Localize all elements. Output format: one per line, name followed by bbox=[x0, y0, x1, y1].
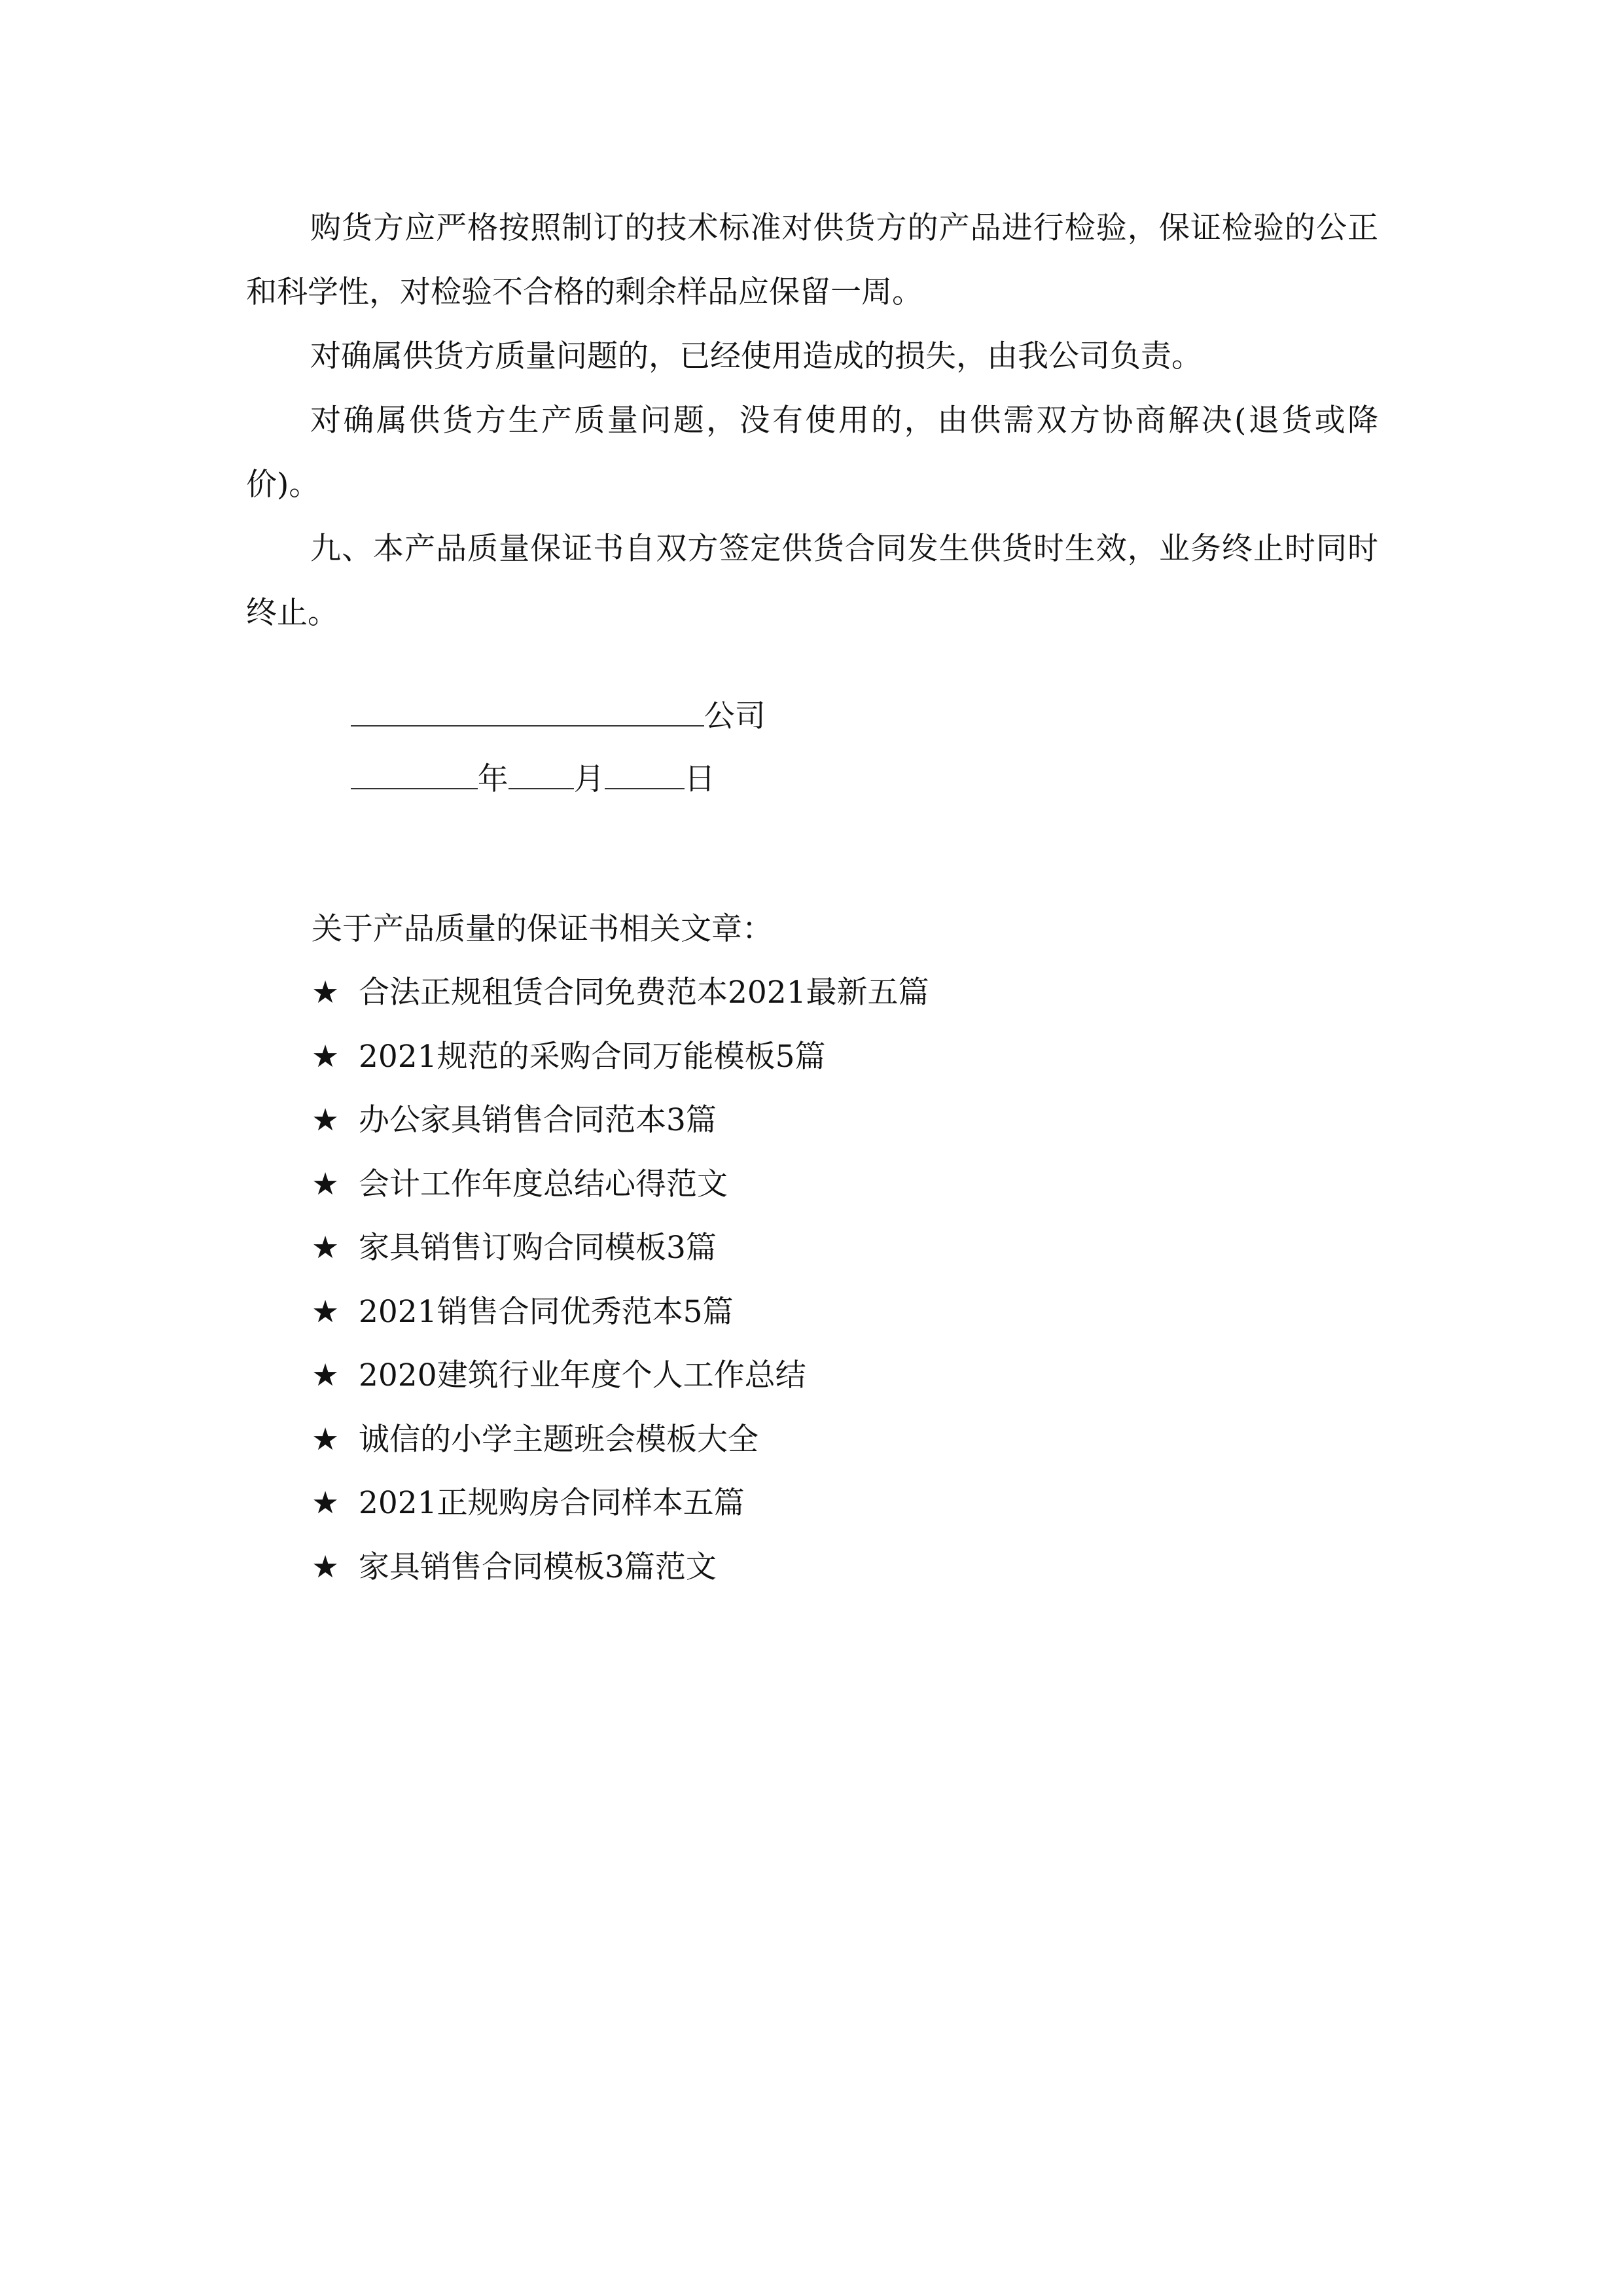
related-article-item[interactable] bbox=[312, 1420, 929, 1484]
day-blank[interactable] bbox=[605, 759, 685, 789]
related-article-link[interactable]: 诚信的小学主题班会模板大全 bbox=[359, 1421, 758, 1458]
month-blank[interactable] bbox=[508, 759, 574, 789]
paragraph-inspection: 购货方应严格按照制订的技术标准对供货方的产品进行检验，保证检验的公正和科学性，对检验不合格的剩余样品应保留一周。 bbox=[246, 210, 1378, 310]
related-article-item[interactable] bbox=[312, 1548, 929, 1612]
related-article-link[interactable]: 合法正规租赁合同免费范本2021最新五篇 bbox=[359, 975, 929, 1011]
company-suffix-label: 公司 bbox=[704, 698, 766, 734]
related-article-item[interactable] bbox=[312, 1165, 929, 1229]
star-icon: ★ bbox=[312, 1549, 340, 1585]
year-blank[interactable] bbox=[351, 759, 478, 789]
star-icon: ★ bbox=[312, 1038, 340, 1075]
star-icon: ★ bbox=[312, 1421, 340, 1458]
month-label: 月 bbox=[573, 761, 605, 797]
year-label: 年 bbox=[477, 761, 508, 797]
star-icon: ★ bbox=[312, 1293, 340, 1330]
related-articles-heading: 关于产品质量的保证书相关文章： bbox=[312, 911, 773, 947]
day-label: 日 bbox=[684, 761, 715, 797]
related-article-item[interactable] bbox=[312, 1101, 929, 1165]
date-signature-line bbox=[312, 720, 715, 838]
star-icon: ★ bbox=[312, 1230, 340, 1266]
star-icon: ★ bbox=[312, 1485, 340, 1521]
star-icon: ★ bbox=[312, 1357, 340, 1393]
star-icon: ★ bbox=[312, 1166, 340, 1202]
star-icon: ★ bbox=[312, 975, 340, 1011]
related-article-link[interactable]: 家具销售合同模板3篇范文 bbox=[359, 1549, 717, 1585]
body-text bbox=[246, 196, 1378, 645]
related-article-item[interactable] bbox=[312, 1229, 929, 1293]
related-article-item[interactable] bbox=[312, 973, 929, 1037]
related-article-link[interactable]: 家具销售订购合同模板3篇 bbox=[359, 1230, 717, 1266]
related-article-link[interactable]: 办公家具销售合同范本3篇 bbox=[359, 1102, 717, 1138]
related-article-item[interactable] bbox=[312, 1484, 929, 1548]
related-articles-list bbox=[312, 973, 929, 1611]
paragraph-effective-term: 九、本产品质量保证书自双方签定供货合同发生供货时生效，业务终止时同时终止。 bbox=[246, 531, 1378, 631]
related-article-link[interactable]: 2020建筑行业年度个人工作总结 bbox=[359, 1357, 806, 1393]
related-article-item[interactable] bbox=[312, 1356, 929, 1420]
related-article-link[interactable]: 2021销售合同优秀范本5篇 bbox=[359, 1293, 734, 1330]
related-article-link[interactable]: 2021规范的采购合同万能模板5篇 bbox=[359, 1038, 826, 1075]
paragraph-unused-issue: 对确属供货方生产质量问题，没有使用的，由供需双方协商解决(退货或降价)。 bbox=[246, 403, 1378, 503]
related-article-link[interactable]: 会计工作年度总结心得范文 bbox=[359, 1166, 728, 1202]
star-icon: ★ bbox=[312, 1102, 340, 1138]
related-article-item[interactable] bbox=[312, 1037, 929, 1102]
related-article-item[interactable] bbox=[312, 1293, 929, 1357]
paragraph-used-loss: 对确属供货方质量问题的，已经使用造成的损失，由我公司负责。 bbox=[310, 338, 1202, 374]
related-article-link[interactable]: 2021正规购房合同样本五篇 bbox=[359, 1485, 745, 1521]
